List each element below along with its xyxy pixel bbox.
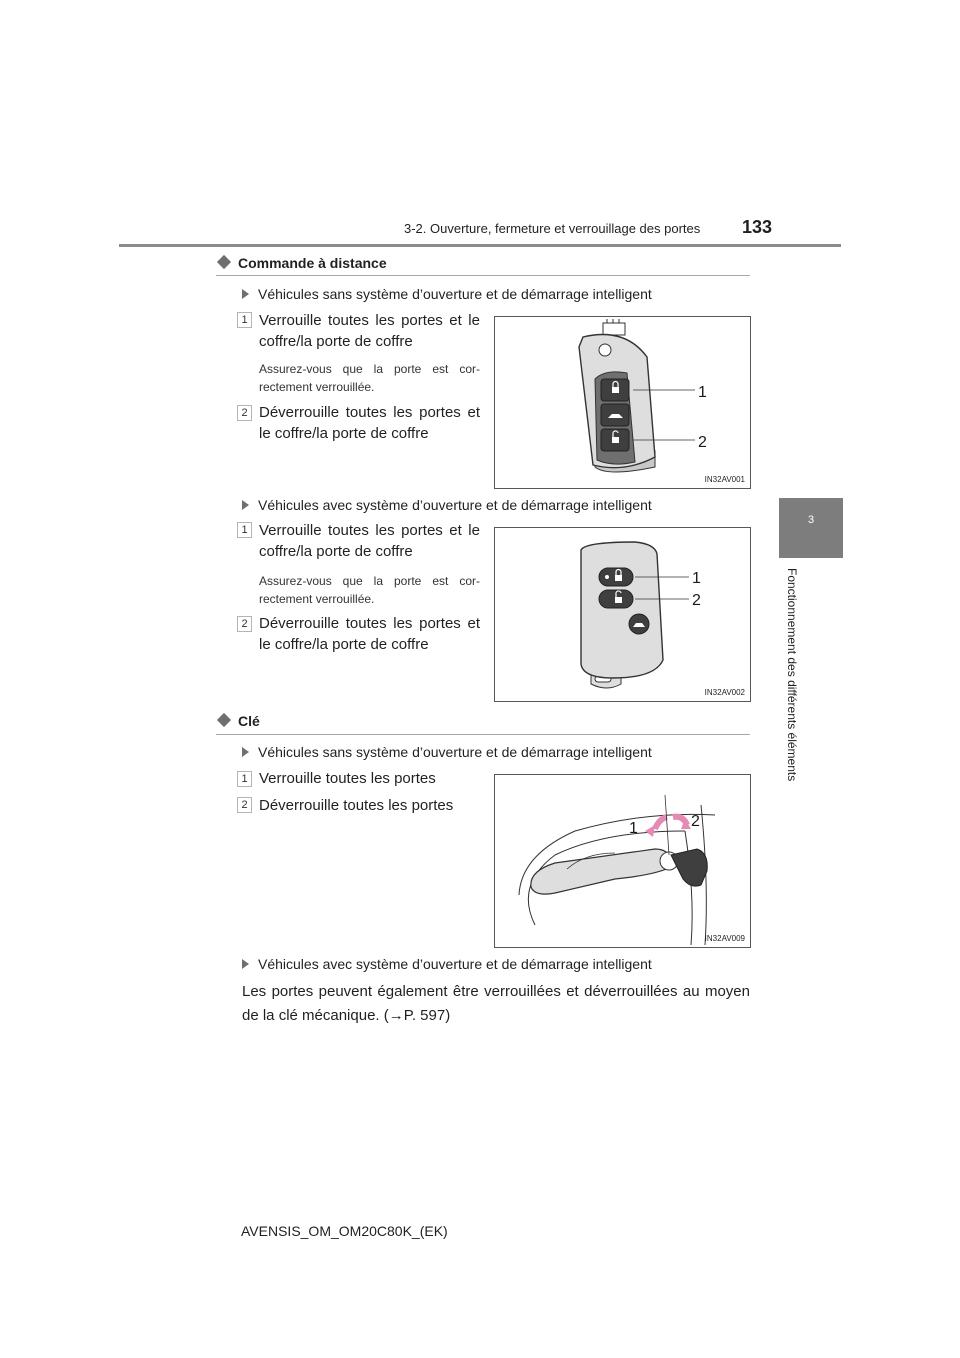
header-rule	[119, 244, 841, 247]
figure-callout: 1	[698, 384, 707, 401]
item-text: Verrouille toutes les portes	[259, 770, 436, 787]
subheading-with-smart	[242, 497, 652, 513]
section-rule	[216, 734, 750, 735]
triangle-bullet-icon	[242, 289, 249, 299]
triangle-bullet-icon	[242, 747, 249, 757]
figure-code: IN32AV009	[704, 934, 745, 943]
diamond-bullet-icon	[217, 713, 231, 727]
item-note: Assurez-vous que la porte est cor- rectement verrouillée.	[259, 362, 480, 394]
smart-key-illustration	[495, 528, 750, 701]
page-reference-link[interactable]: P. 597	[403, 1007, 446, 1024]
subheading-text: Véhicules avec système d’ouverture et de démarrage intelligent	[258, 956, 652, 972]
figure-callout: 2	[698, 434, 707, 451]
item-text: Déverrouille toutes les portes	[259, 797, 454, 814]
subheading-without-smart	[242, 744, 652, 760]
chapter-tab	[779, 498, 843, 558]
item-text: Verrouille toutes les portes et le coffre/la porte de coffre	[259, 312, 480, 350]
section-heading-key	[216, 713, 260, 729]
triangle-bullet-icon	[242, 959, 249, 969]
subheading-with-smart	[242, 956, 652, 972]
item-text: Verrouille toutes les portes et le coffre/la porte de coffre	[259, 522, 480, 560]
figure-remote-flip-key	[494, 316, 751, 489]
item-number-badge: 2	[237, 797, 252, 813]
section-rule	[216, 275, 750, 276]
subheading-text: Véhicules avec système d’ouverture et de démarrage intelligent	[258, 497, 652, 513]
running-header: 3-2. Ouverture, fermeture et verrouillage des portes	[404, 221, 701, 236]
section-heading-text: Clé	[238, 713, 260, 729]
figure-callout: 2	[691, 813, 700, 830]
figure-code: IN32AV001	[704, 475, 745, 484]
diamond-bullet-icon	[217, 255, 231, 269]
figure-remote-smart-key	[494, 527, 751, 702]
paragraph-text: Les portes peuvent également être verrouillées et déverrouillées au moyen de la clé mécanique. (	[242, 983, 750, 1024]
item-note: Assurez-vous que la porte est cor- rectement verrouillée.	[259, 574, 480, 606]
item-number-badge: 2	[237, 616, 252, 632]
key-paragraph	[242, 980, 750, 1028]
item-number-badge: 1	[237, 312, 252, 328]
item-number-badge: 2	[237, 405, 252, 421]
door-handle-illustration	[495, 775, 750, 947]
item-text: Déverrouille toutes les portes et le coffre/la porte de coffre	[259, 404, 480, 442]
chapter-title: Fonctionnement des différents éléments	[785, 568, 799, 782]
subheading-text: Véhicules sans système d’ouverture et de démarrage intelligent	[258, 286, 652, 302]
figure-key-door-lock	[494, 774, 751, 948]
item-number-badge: 1	[237, 522, 252, 538]
page-number: 133	[742, 217, 773, 237]
chapter-number: 3	[807, 514, 815, 526]
item-number-badge: 1	[237, 771, 252, 787]
subheading-text: Véhicules sans système d’ouverture et de démarrage intelligent	[258, 744, 652, 760]
section-heading-text: Commande à distance	[238, 255, 387, 271]
flip-key-illustration	[495, 317, 750, 488]
document-code: AVENSIS_OM_OM20C80K_(EK)	[241, 1223, 448, 1239]
triangle-bullet-icon	[242, 500, 249, 510]
paragraph-text-end: )	[445, 1007, 451, 1024]
subheading-without-smart	[242, 286, 652, 302]
figure-callout: 1	[629, 820, 638, 837]
figure-code: IN32AV002	[704, 688, 745, 697]
chapter-label	[779, 568, 807, 808]
figure-callout: 2	[692, 592, 701, 609]
figure-callout: 1	[692, 570, 701, 587]
section-heading-remote	[216, 255, 387, 271]
arrow-icon: →	[388, 1007, 404, 1024]
item-text: Déverrouille toutes les portes et le coffre/la porte de coffre	[259, 615, 480, 653]
